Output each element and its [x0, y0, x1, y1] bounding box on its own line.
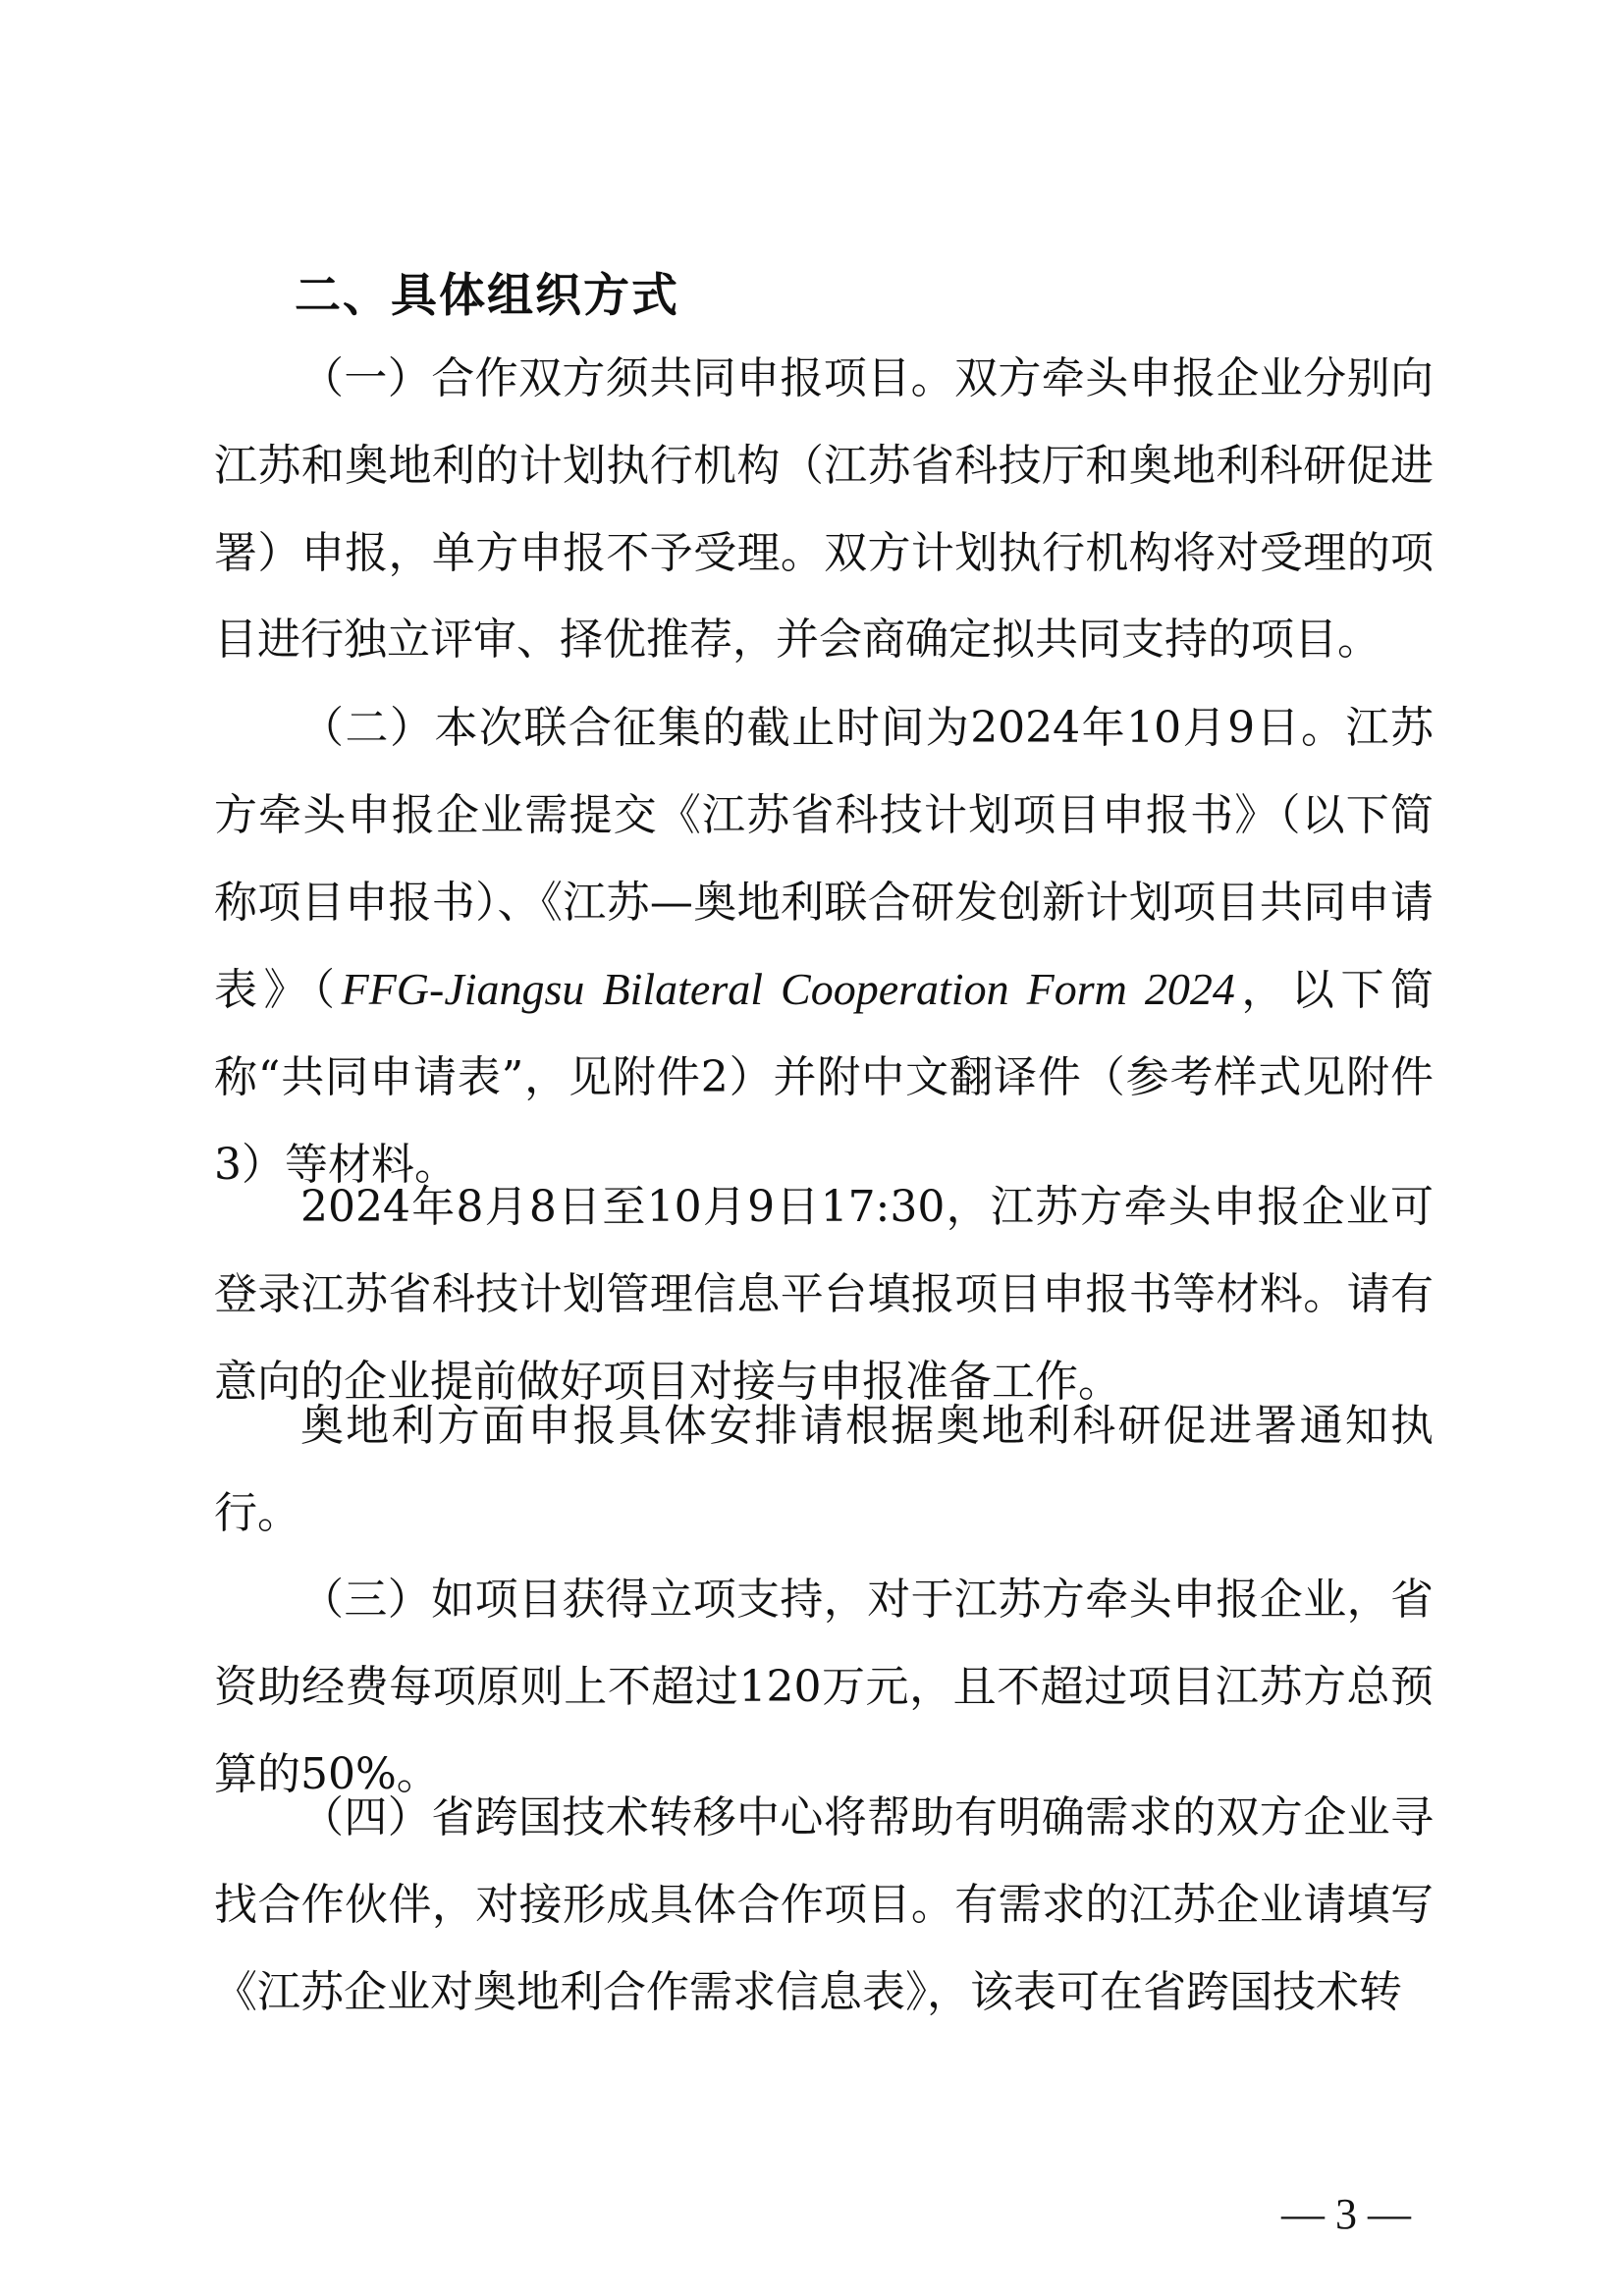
paragraph-5: （三）如项目获得立项支持，对于江苏方牵头申报企业，省资助经费每项原则上不超过120万元，且不超过项目江苏方总预算的50%。	[214, 1575, 1434, 1799]
paragraph-3: 2024年8月8日至10月9日17:30，江苏方牵头申报企业可登录江苏省科技计划管理信息平台填报项目申报书等材料。请有意向的企业提前做好项目对接与申报准备工作。	[214, 1182, 1434, 1407]
paragraph-2-text-a: （二）本次联合征集的截止时间为2024年10月9日。江苏方牵头申报企业需提交《江苏省科技计划项目申报书》（以下简称项目申报书）、《江苏—奥地利联合研发创新计划项目共同申请表》（	[214, 703, 1434, 1016]
paragraph-6: （四）省跨国技术转移中心将帮助有明确需求的双方企业寻找合作伙伴，对接形成具体合作项目。有需求的江苏企业请填写《江苏企业对奥地利合作需求信息表》，该表可在省跨国技术转	[214, 1792, 1434, 2017]
paragraph-2	[214, 685, 1434, 1209]
paragraph-4: 奥地利方面申报具体安排请根据奥地利科研促进署通知执行。	[214, 1401, 1434, 1538]
page-number: — 3 —	[1281, 2190, 1411, 2238]
form-name: FFG-Jiangsu Bilateral Cooperation Form 2024	[341, 964, 1235, 1015]
paragraph-2-text-b: ，以下简称“共同申请表”，见附件2）并附中文翻译件（参考样式见附件3）等材料。	[214, 965, 1434, 1190]
section-heading: 二、具体组织方式	[295, 269, 679, 323]
paragraph-1: （一）合作双方须共同申报项目。双方牵头申报企业分别向江苏和奥地利的计划执行机构（江苏省科技厅和奥地利科研促进署）申报，单方申报不予受理。双方计划执行机构将对受理的项目进行独立评审、择优推荐，并会商确定拟共同支持的项目。	[214, 353, 1434, 666]
